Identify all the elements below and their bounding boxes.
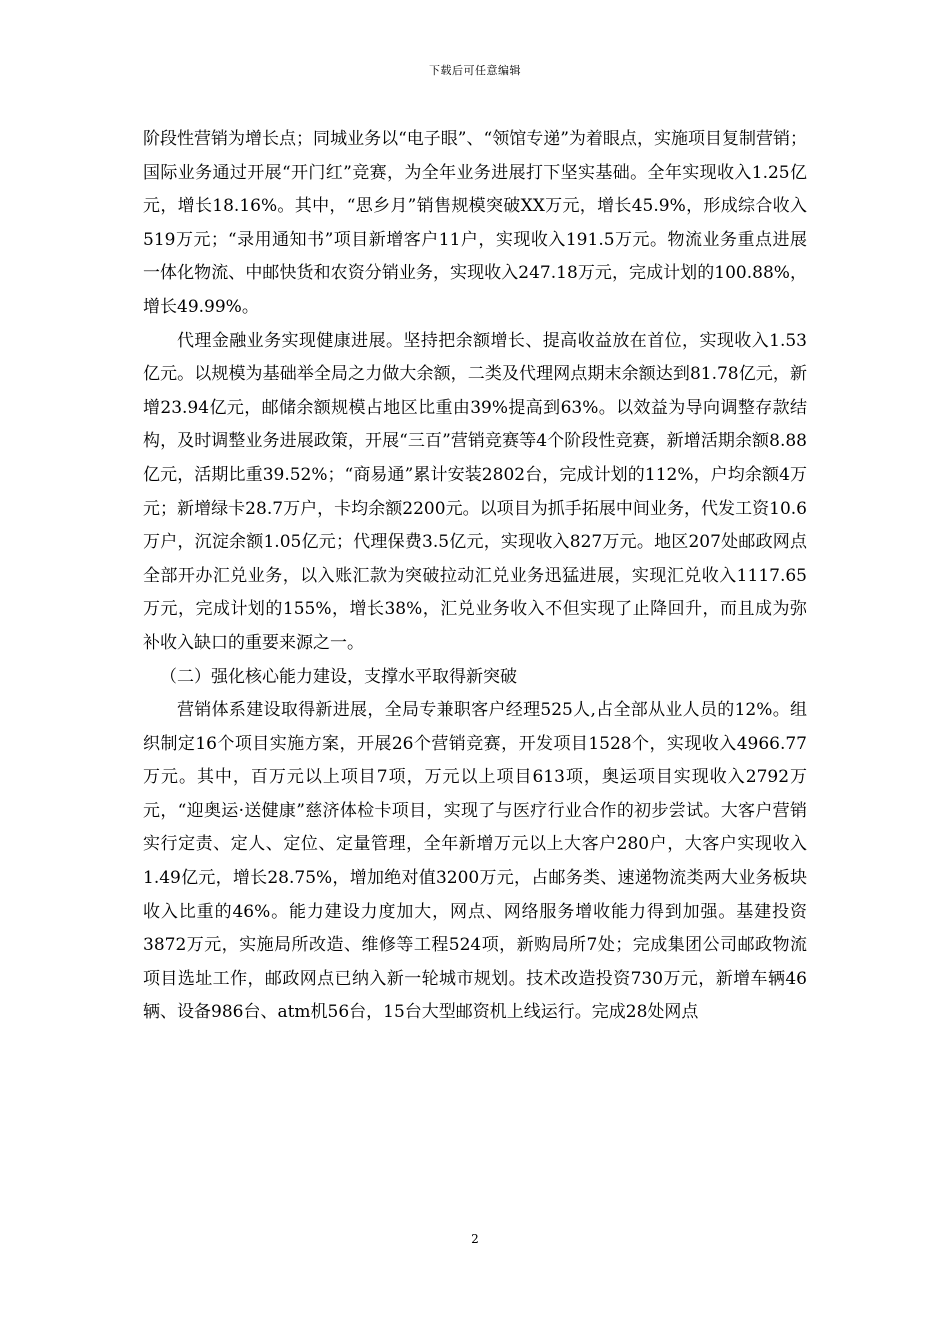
section-heading: （二）强化核心能力建设，支撑水平取得新突破 xyxy=(160,666,517,687)
paragraph-marketing-system: 营销体系建设取得新进展，全局专兼职客户经理525人,占全部从业人员的12%。组织制定16个项目实施方案，开展26个营销竞赛，开发项目1528个，实现收入4966.77万元。其中，百万元以上项目7项，万元以上项目613项，奥运项目实现收入2792万元，“迎奥运·送健康”慈济体检卡项目，实现了与医疗行业合作的初步尝试。大客户营销实行定责、定人、定位、定量管理，全年新增万元以上大客户280户，大客户实现收入1.49亿元，增长28.75%，增加绝对值3200万元，占邮务类、速递物流类两大业务板块收入比重的46%。能力建设力度加大，网点、网络服务增收能力得到加强。基建投资3872万元，实施局所改造、维修等工程524项，新购局所7处；完成集团公司邮政物流项目选址工作，邮政网点已纳入新一轮城市规划。技术改造投资730万元，新增车辆46辆、设备986台、atm机56台，15台大型邮资机上线运行。完成28处网点 xyxy=(143,700,807,1023)
page-number: 2 xyxy=(471,1232,479,1246)
paragraph-financial-agency: 代理金融业务实现健康进展。坚持把余额增长、提高收益放在首位，实现收入1.53亿元。以规模为基础举全局之力做大余额，二类及代理网点期末余额达到81.78亿元，新增23.94亿元，邮储余额规模占地区比重由39%提高到63%。以效益为导向调整存款结构，及时调整业务进展政策，开展“三百”营销竞赛等4个阶段性竞赛，新增活期余额8.88亿元，活期比重39.52%；“商易通”累计安装2802台，完成计划的112%，户均余额4万元；新增绿卡28.7万户，卡均余额2200元。以项目为抓手拓展中间业务，代发工资10.6万户，沉淀余额1.05亿元；代理保费3.5亿元，实现收入827万元。地区207处邮政网点全部开办汇兑业务，以入账汇款为突破拉动汇兑业务迅猛进展，实现汇兑收入1117.65万元，完成计划的155%，增长38%，汇兑业务收入不但实现了止降回升，而且成为弥补收入缺口的重要来源之一。 xyxy=(143,330,808,653)
page-header: 下载后可任意编辑 xyxy=(429,64,521,77)
document-body xyxy=(143,123,807,1030)
paragraph-business-growth: 阶段性营销为增长点；同城业务以“电子眼”、“领馆专递”为着眼点，实施项目复制营销；国际业务通过开展“开门红”竞赛，为全年业务进展打下坚实基础。全年实现收入1.25亿元，增长18.16%。其中，“思乡月”销售规模突破XX万元，增长45.9%，形成综合收入519万元；“录用通知书”项目新增客户11户，实现收入191.5万元。物流业务重点进展一体化物流、中邮快货和农资分销业务，实现收入247.18万元，完成计划的100.88%，增长49.99%。 xyxy=(143,129,807,317)
